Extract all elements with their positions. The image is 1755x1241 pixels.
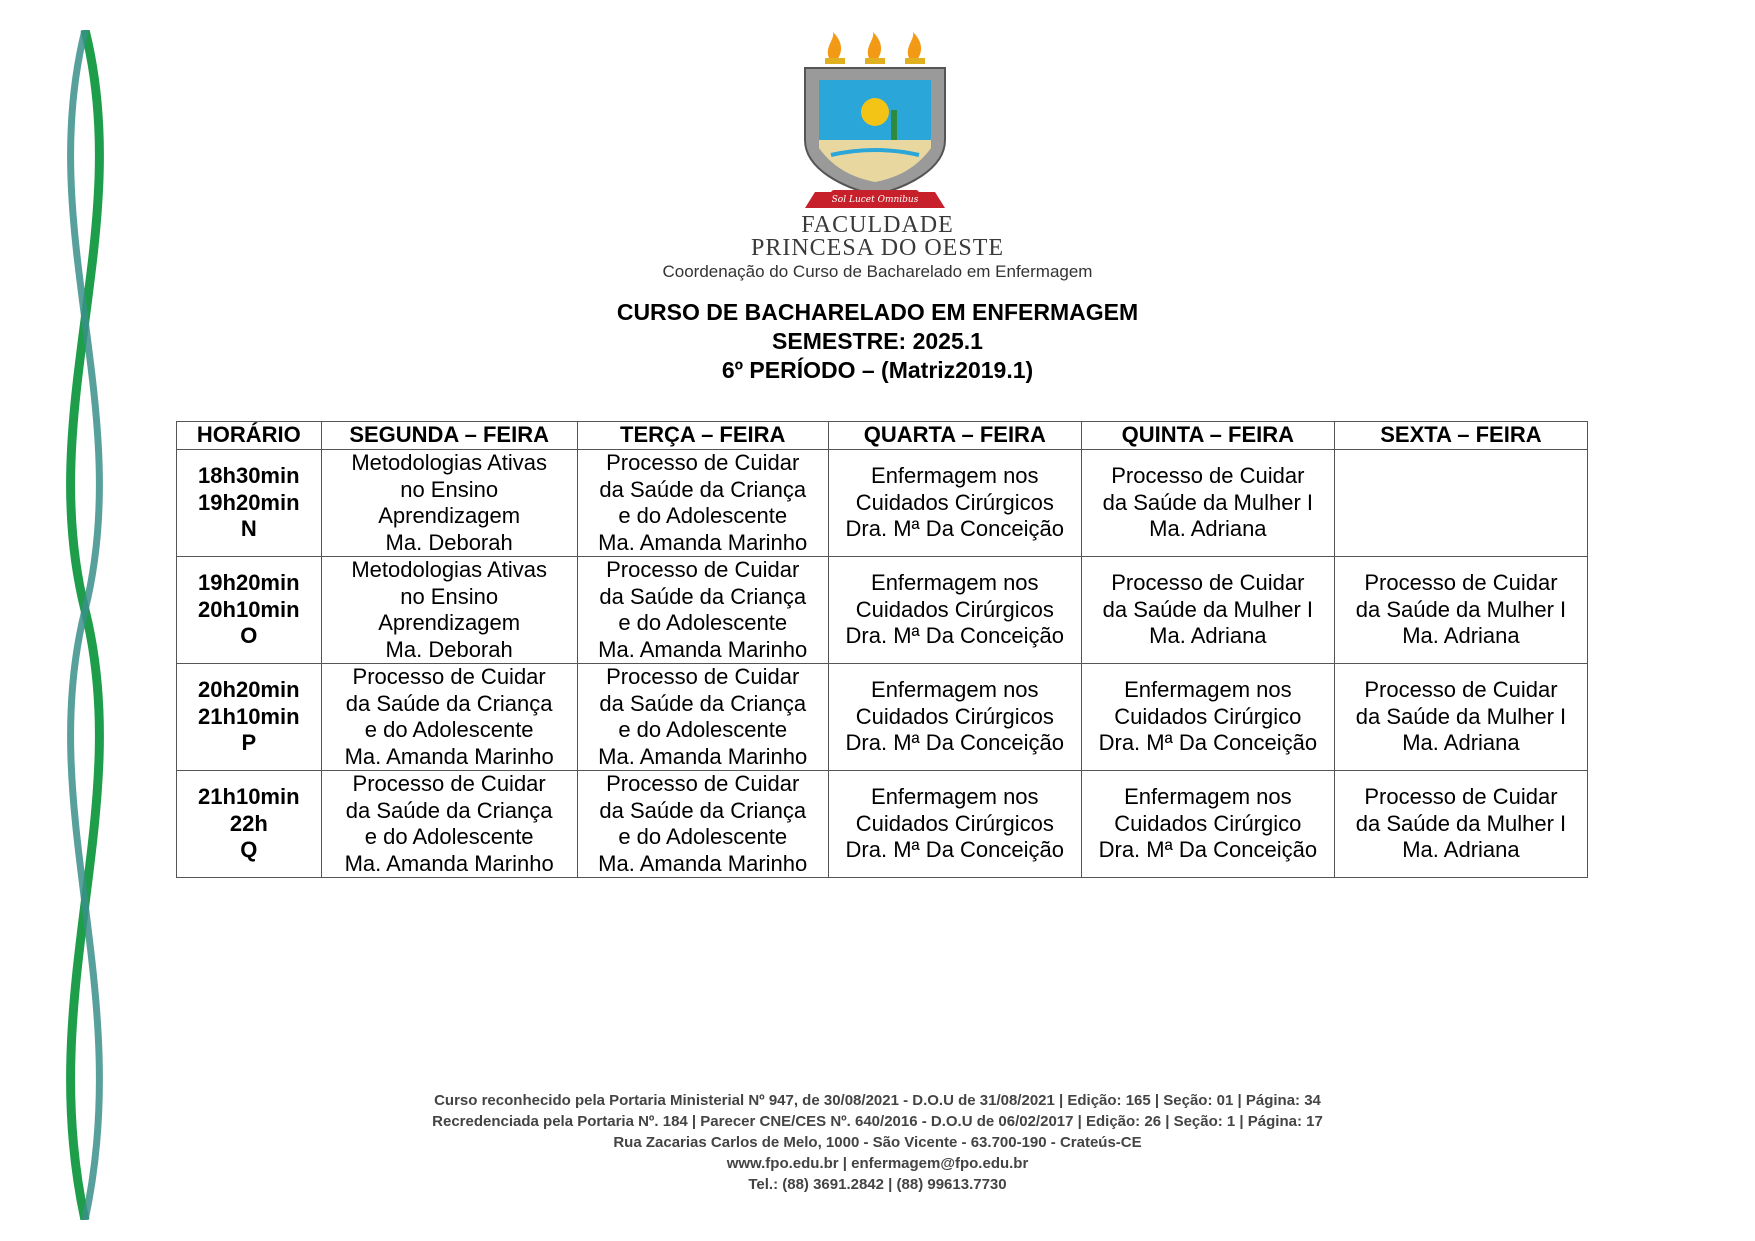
column-header-tuesday: TERÇA – FEIRA	[577, 422, 828, 450]
page-footer	[0, 1090, 1755, 1195]
class-cell-friday: Processo de Cuidar da Saúde da Mulher I Ma. Adriana	[1334, 664, 1587, 771]
column-header-time: HORÁRIO	[177, 422, 322, 450]
time-slot-cell: 19h20min 20h10min O	[177, 557, 322, 664]
class-schedule-table	[176, 421, 1588, 878]
class-cell-tuesday: Processo de Cuidar da Saúde da Criança e do Adolescente Ma. Amanda Marinho	[577, 771, 828, 878]
time-slot-cell: 20h20min 21h10min P	[177, 664, 322, 771]
institution-crest-logo	[795, 30, 955, 215]
table-row	[177, 450, 1588, 557]
class-cell-friday-empty	[1334, 450, 1587, 557]
institution-name-line2: PRINCESA DO OESTE	[750, 235, 1005, 261]
column-header-friday: SEXTA – FEIRA	[1334, 422, 1587, 450]
class-cell-monday: Processo de Cuidar da Saúde da Criança e do Adolescente Ma. Amanda Marinho	[321, 664, 577, 771]
class-cell-monday: Metodologias Ativas no Ensino Aprendizagem Ma. Deborah	[321, 557, 577, 664]
class-cell-monday: Processo de Cuidar da Saúde da Criança e do Adolescente Ma. Amanda Marinho	[321, 771, 577, 878]
column-header-thursday: QUINTA – FEIRA	[1081, 422, 1334, 450]
footer-accreditation: Recredenciada pela Portaria Nº. 184 | Parecer CNE/CES Nº. 640/2016 - D.O.U de 06/02/2017 | Edição: 26 | Seção: 1 | Página: 17	[432, 1113, 1323, 1130]
column-header-monday: SEGUNDA – FEIRA	[321, 422, 577, 450]
class-cell-tuesday: Processo de Cuidar da Saúde da Criança e do Adolescente Ma. Amanda Marinho	[577, 557, 828, 664]
footer-phone: Tel.: (88) 3691.2842 | (88) 99613.7730	[748, 1176, 1007, 1193]
class-cell-tuesday: Processo de Cuidar da Saúde da Criança e do Adolescente Ma. Amanda Marinho	[577, 664, 828, 771]
class-cell-thursday: Enfermagem nos Cuidados Cirúrgico Dra. Mª Da Conceição	[1081, 664, 1334, 771]
table-row	[177, 557, 1588, 664]
crest-motto: Sol Lucet Omnibus	[831, 195, 919, 205]
period-title: 6º PERÍODO – (Matriz2019.1)	[721, 357, 1034, 383]
semester-title: SEMESTRE: 2025.1	[772, 328, 983, 354]
institution-name-line1: FACULDADE	[801, 212, 954, 238]
class-cell-tuesday: Processo de Cuidar da Saúde da Criança e do Adolescente Ma. Amanda Marinho	[577, 450, 828, 557]
class-cell-friday: Processo de Cuidar da Saúde da Mulher I Ma. Adriana	[1334, 557, 1587, 664]
class-cell-thursday: Enfermagem nos Cuidados Cirúrgico Dra. Mª Da Conceição	[1081, 771, 1334, 878]
footer-address: Rua Zacarias Carlos de Melo, 1000 - São Vicente - 63.700-190 - Crateús-CE	[613, 1134, 1142, 1151]
coordination-subtitle: Coordenação do Curso de Bacharelado em Enfermagem	[662, 262, 1093, 281]
class-cell-wednesday: Enfermagem nos Cuidados Cirúrgicos Dra. Mª Da Conceição	[828, 664, 1081, 771]
sun-icon	[861, 98, 889, 126]
cactus-icon	[891, 110, 897, 140]
decorative-ribbon	[40, 30, 130, 1220]
class-cell-wednesday: Enfermagem nos Cuidados Cirúrgicos Dra. Mª Da Conceição	[828, 450, 1081, 557]
footer-recognition: Curso reconhecido pela Portaria Ministerial Nº 947, de 30/08/2021 - D.O.U de 31/08/2021 | Edição: 165 | Seção: 01 | Página: 34	[434, 1092, 1321, 1109]
class-cell-wednesday: Enfermagem nos Cuidados Cirúrgicos Dra. Mª Da Conceição	[828, 771, 1081, 878]
class-cell-wednesday: Enfermagem nos Cuidados Cirúrgicos Dra. Mª Da Conceição	[828, 557, 1081, 664]
table-row	[177, 771, 1588, 878]
column-header-wednesday: QUARTA – FEIRA	[828, 422, 1081, 450]
course-title: CURSO DE BACHARELADO EM ENFERMAGEM	[616, 299, 1139, 325]
class-cell-thursday: Processo de Cuidar da Saúde da Mulher I Ma. Adriana	[1081, 450, 1334, 557]
table-header-row	[177, 422, 1588, 450]
class-cell-monday: Metodologias Ativas no Ensino Aprendizagem Ma. Deborah	[321, 450, 577, 557]
time-slot-cell: 21h10min 22h Q	[177, 771, 322, 878]
class-cell-thursday: Processo de Cuidar da Saúde da Mulher I Ma. Adriana	[1081, 557, 1334, 664]
flame-icon	[825, 32, 925, 64]
class-cell-friday: Processo de Cuidar da Saúde da Mulher I Ma. Adriana	[1334, 771, 1587, 878]
table-row	[177, 664, 1588, 771]
footer-web-email: www.fpo.edu.br | enfermagem@fpo.edu.br	[726, 1155, 1029, 1172]
time-slot-cell: 18h30min 19h20min N	[177, 450, 322, 557]
